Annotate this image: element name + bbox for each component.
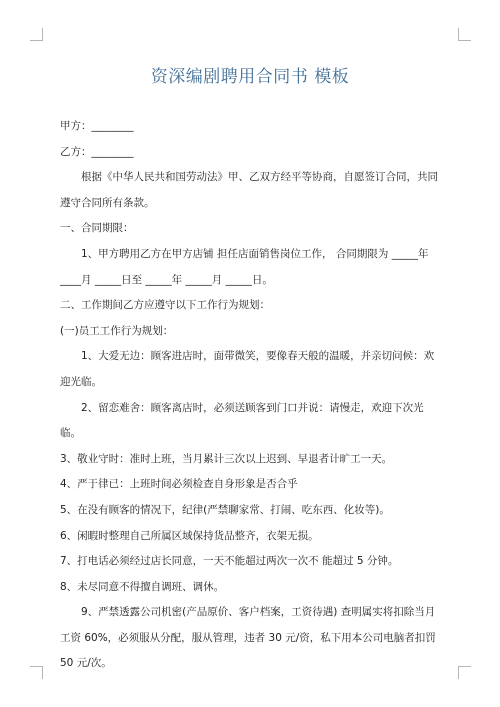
rule-4: 4、严于律已：上班时间必须检查自身形象是否合乎 [60, 478, 298, 491]
subsection-heading-employee-conduct: (一)员工工作行为规划： [60, 324, 174, 337]
rule-2: 2、留恋难舍：顾客离店时，必须送顾客到门口并说：请慢走，欢迎下次光临。 [60, 401, 424, 440]
crop-mark-bottom-left [30, 666, 43, 679]
crop-mark-top-left [30, 28, 43, 41]
rule-1: 1、大爱无边：顾客进店时，面带微笑，要像春天般的温暖，并亲切问候：欢迎光临。 [60, 350, 435, 388]
rule-8: 8、未尽同意不得擅自调班、调休。 [60, 580, 225, 593]
rule-5: 5、在没有顾客的情况下，纪律(严禁聊家常、打闹、吃东西、化妆等)。 [60, 503, 390, 516]
party-a-line: 甲方：________ [60, 120, 134, 132]
rule-3: 3、敬业守时：准时上班，当月累计三次以上迟到、早退者计旷工一天。 [60, 452, 393, 465]
document-title: 资深编剧聘用合同书 模板 [150, 67, 350, 87]
rule-7: 7、打电话必须经过店长同意，一天不能超过两次一次不 能超过 5 分钟。 [60, 555, 399, 568]
document-body [60, 114, 444, 677]
intro-paragraph: 根据《中华人民共和国劳动法》甲、乙双方经平等协商，自愿签订合同，共同遵守合同所有条款。 [60, 171, 438, 209]
section-heading-work-conduct: 二、工作期间乙方应遵守以下工作行为规划： [60, 299, 270, 312]
crop-mark-top-right [458, 28, 471, 41]
clause-contract-term: 1、甲方聘用乙方在甲方店铺 担任店面销售岗位工作， 合同期限为 _____年 ____月 _____日至 _____年 _____月 _____日。 [60, 247, 432, 286]
rule-9: 9、严禁透露公司机密(产品原价、客户档案，工资待遇) 查明属实将扣除当月工资 60%，必须服从分配，服从管理，违者 30 元/资，私下用本公司电脑者扣罚 50 元/次。 [60, 606, 440, 670]
rule-6: 6、闲暇时整理自己所属区域保持货品整齐，衣架无损。 [60, 529, 319, 542]
crop-mark-bottom-right [458, 666, 471, 679]
party-b-line: 乙方：________ [60, 145, 134, 158]
section-heading-contract-term: 一、合同期限： [60, 222, 134, 235]
